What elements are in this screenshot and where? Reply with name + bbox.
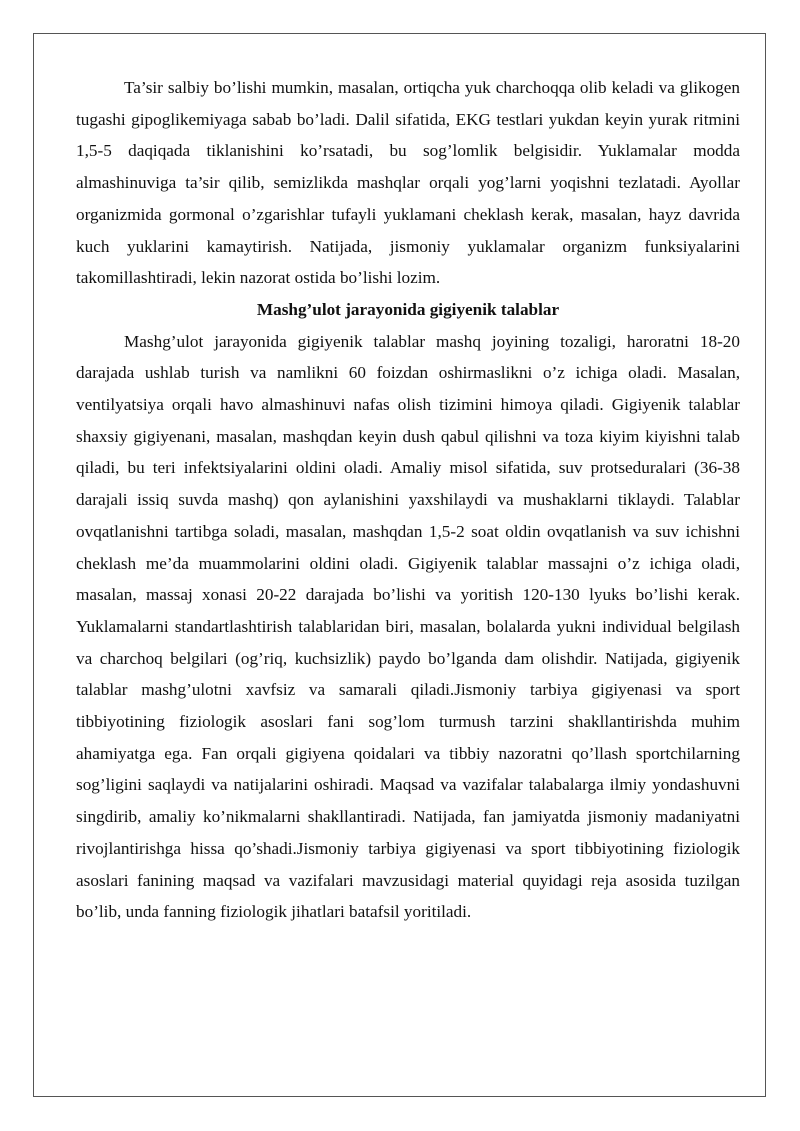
paragraph-hygiene-requirements: Mashg’ulot jarayonida gigiyenik talablar mashq joyining tozaligi, haroratni 18-20 darajada ushlab turish va namlikni 60 foizdan oshirmaslikni o’z ichiga oladi. Masalan, ventilyatsiya orqali havo almashinuvi nafas olish tizimini himoya qiladi. Gigiyenik talablar shaxsiy gigiyenani, masalan, mashqdan keyin dush qabul qilishni va toza kiyim kiyishni talab qiladi, bu teri infektsiyalarini oldini oladi. Amaliy misol sifatida, suv protseduralari (36-38 darajali issiq suvda mashq) qon aylanishini yaxshilaydi va mushaklarni tiklaydi. Talablar ovqatlanishni tartibga soladi, masalan, mashqdan 1,5-2 soat oldin ovqatlanish va suv ichishni cheklash me’da muammolarini oldini oladi. Gigiyenik talablar massajni o’z ichiga oladi, masalan, massaj xonasi 20-22 darajada bo’lishi va yoritish 120-130 lyuks bo’lishi kerak. Yuklamalarni standartlashtirish talablaridan biri, masalan, bolalarda yukni individual belgilash va charchoq belgilari (og’riq, kuchsizlik) paydo bo’lganda dam olishdir. Natijada, gigiyenik talablar mashg’ulotni xavfsiz va samarali qiladi.Jismoniy tarbiya gigiyenasi va sport tibbiyotining fiziologik asoslari fani sog’lom turmush tarzini shakllantirishda muhim ahamiyatga ega. Fan orqali gigiyena qoidalari va tibbiy nazoratni qo’llash sportchilarning sog’ligini saqlaydi va natijalarini oshiradi. Maqsad va vazifalar talabalarga ilmiy yondashuvni singdirib, amaliy ko’nikmalarni shakllantiradi. Natijada, fan jamiyatda jismoniy madaniyatni rivojlantirishga hissa qo’shadi.Jismoniy tarbiya gigiyenasi va sport tibbiyotining fiziologik asoslari fanining maqsad va vazifalari mavzusidagi material quyidagi reja asosida tuzilgan bo’lib, unda fanning fiziologik jihatlari batafsil yoritiladi. [76,331,740,922]
section-heading: Mashg’ulot jarayonida gigiyenik talablar [256,299,560,319]
paragraph-intro: Ta’sir salbiy bo’lishi mumkin, masalan, ortiqcha yuk charchoqqa olib keladi va glikogen tugashi gipoglikemiyaga sabab bo’ladi. Dalil sifatida, EKG testlari yukdan keyin yurak ritmini 1,5-5 daqiqada tiklanishini ko’rsatadi, bu sog’lomlik belgisidir. Yuklamalar modda almashinuviga ta’sir qilib, semizlikda mashqlar orqali yog’larni yoqishni tezlatadi. Ayollar organizmida gormonal o’zgarishlar tufayli yuklamani cheklash kerak, masalan, hayz davrida kuch yuklarini kamaytirish. Natijada, jismoniy yuklamalar organizm funksiyalarini takomillashtiradi, lekin nazorat ostida bo’lishi lozim. [76,78,740,288]
document-body [76,72,740,928]
